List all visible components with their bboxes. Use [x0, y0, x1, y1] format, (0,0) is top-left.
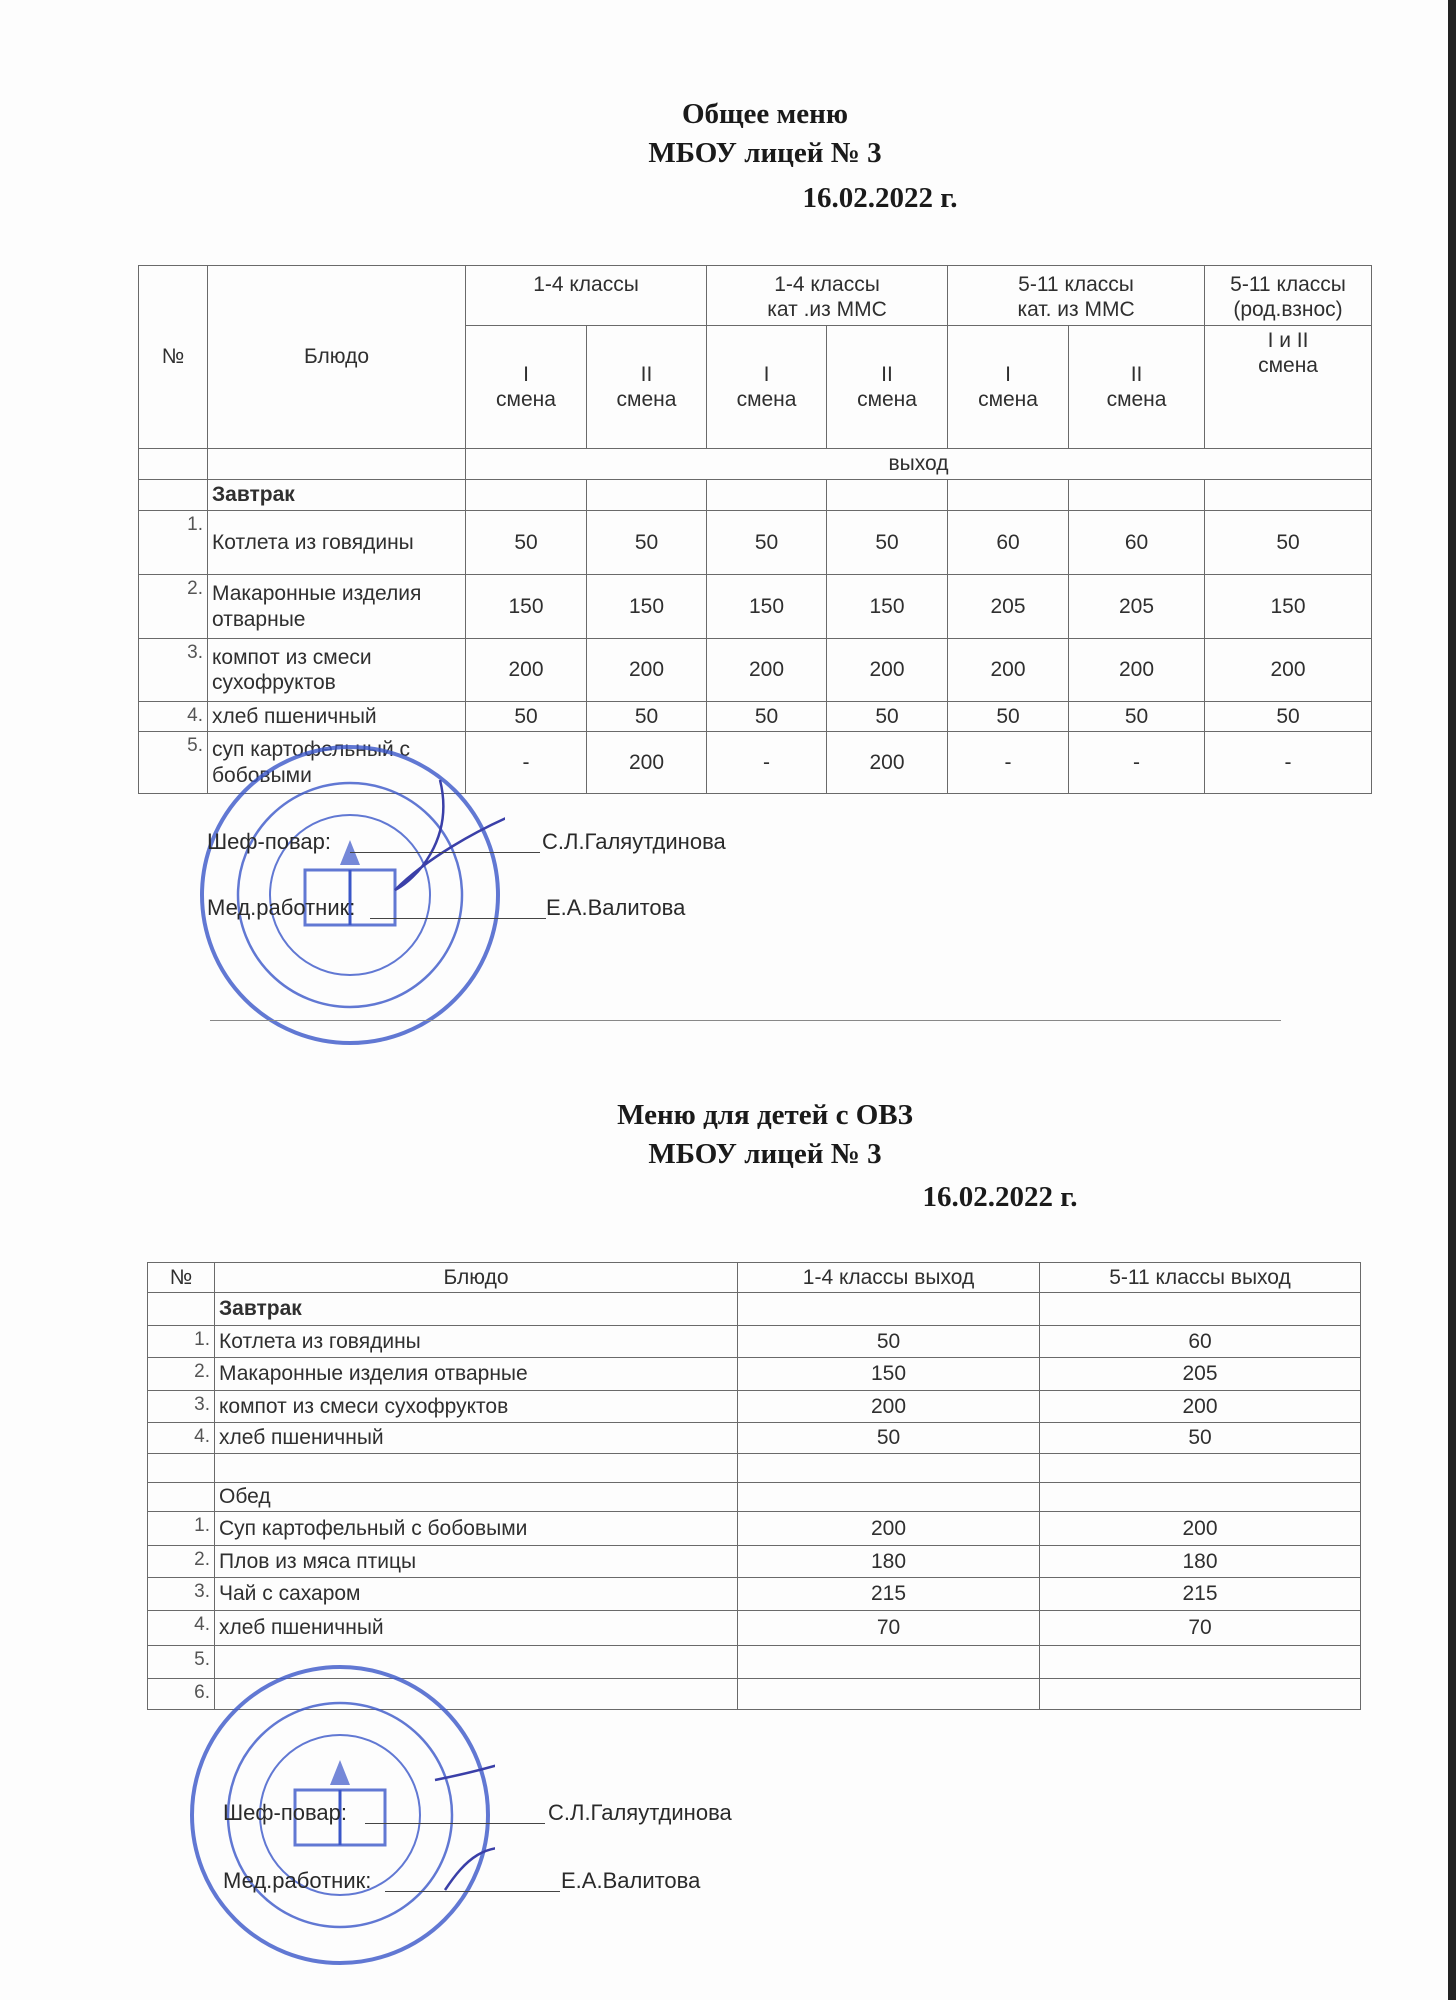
portion-value: 200: [1205, 639, 1372, 702]
chef-signature-line-2: [365, 1823, 545, 1824]
row-number: 3.: [148, 1391, 215, 1423]
empty-cell: [208, 449, 466, 480]
portion-value: 50: [1069, 702, 1205, 732]
portion-value: 50: [827, 511, 948, 575]
menu2-school: МБОУ лицей № 3: [648, 1138, 882, 1170]
portion-value: -: [948, 732, 1069, 794]
row-number: 5.: [148, 1646, 215, 1679]
dish-name: Чай с сахаром: [215, 1578, 738, 1611]
portion-value: 205: [948, 575, 1069, 639]
menu1-date: 16.02.2022 г.: [802, 182, 958, 214]
portion-value: -: [1205, 732, 1372, 794]
dish-name: хлеб пшеничный: [215, 1611, 738, 1646]
portion-1-4: 50: [738, 1326, 1040, 1358]
portion-value: 150: [587, 575, 707, 639]
dish-name: Макаронные изделия отварные: [215, 1358, 738, 1391]
header-shift: I смена: [466, 326, 587, 449]
header-shift: II смена: [827, 326, 948, 449]
chef-signature-line-1: [350, 852, 540, 853]
menu2-date: 16.02.2022 г.: [922, 1181, 1078, 1213]
header-shift: I смена: [707, 326, 827, 449]
portion-value: 60: [948, 511, 1069, 575]
row-number: 2.: [139, 575, 208, 639]
header-shift: I смена: [948, 326, 1069, 449]
dish-name: Котлета из говядины: [215, 1326, 738, 1358]
portion-1-4: 200: [738, 1512, 1040, 1546]
table-row: [148, 1512, 1361, 1546]
portion-1-4: 150: [738, 1358, 1040, 1391]
row-number: [148, 1293, 215, 1326]
dish-name: Котлета из говядины: [208, 511, 466, 575]
portion-value: -: [1069, 732, 1205, 794]
empty-cell: [139, 480, 208, 511]
header-shift: II смена: [587, 326, 707, 449]
portion-value: 60: [1069, 511, 1205, 575]
chef-label-1: Шеф-повар:: [207, 829, 331, 854]
dish-name: компот из смеси сухофруктов: [215, 1391, 738, 1423]
dish-name: [215, 1454, 738, 1483]
portion-5-11: 205: [1040, 1358, 1361, 1391]
portion-value: 50: [827, 702, 948, 732]
portion-value: 50: [466, 702, 587, 732]
empty-cell: [1069, 480, 1205, 511]
menu1-school: МБОУ лицей № 3: [648, 137, 882, 169]
dish-name: Макаронные изделия отварные: [208, 575, 466, 639]
portion-5-11: 60: [1040, 1326, 1361, 1358]
med-name-2: Е.А.Валитова: [561, 1868, 701, 1893]
portion-value: 50: [466, 511, 587, 575]
dish-name: хлеб пшеничный: [215, 1423, 738, 1454]
portion-1-4: [738, 1483, 1040, 1512]
portion-1-4: 200: [738, 1391, 1040, 1423]
table-row: [148, 1454, 1361, 1483]
header-cell: №: [148, 1263, 215, 1293]
portion-value: 200: [827, 732, 948, 794]
dish-name: суп картофельный с бобовыми: [208, 732, 466, 794]
portion-5-11: 215: [1040, 1578, 1361, 1611]
portion-value: 200: [707, 639, 827, 702]
portion-value: 200: [466, 639, 587, 702]
dish-name: хлеб пшеничный: [208, 702, 466, 732]
table-row: [148, 1546, 1361, 1578]
portion-value: 50: [587, 511, 707, 575]
section-row: [139, 480, 1372, 511]
header-cell: Блюдо: [215, 1263, 738, 1293]
menu1-title: Общее меню: [681, 98, 849, 130]
row-number: 1.: [148, 1512, 215, 1546]
row-number: 4.: [148, 1611, 215, 1646]
row-number: [148, 1454, 215, 1483]
header-dish: Блюдо: [208, 266, 466, 449]
dish-name: компот из смеси сухофруктов: [208, 639, 466, 702]
portion-value: 50: [1205, 702, 1372, 732]
section-row: [148, 1483, 1361, 1512]
med-name-1: Е.А.Валитова: [546, 895, 686, 920]
portion-1-4: [738, 1454, 1040, 1483]
portion-value: 50: [948, 702, 1069, 732]
row-number: 3.: [139, 639, 208, 702]
menu2-title: Меню для детей с ОВЗ: [617, 1099, 913, 1131]
portion-5-11: [1040, 1646, 1361, 1679]
portion-value: 200: [827, 639, 948, 702]
portion-value: 200: [587, 732, 707, 794]
section-label: Завтрак: [215, 1293, 738, 1326]
general-menu-table: [138, 265, 1372, 794]
header-group: 1-4 классы кат .из ММС: [707, 266, 948, 326]
portion-5-11: 50: [1040, 1423, 1361, 1454]
header-shift: II смена: [1069, 326, 1205, 449]
table-row: [148, 1326, 1361, 1358]
scan-edge: [1448, 0, 1456, 2000]
header-shift: I и II смена: [1205, 326, 1372, 449]
empty-cell: [466, 480, 587, 511]
portion-value: 150: [466, 575, 587, 639]
header-group: 1-4 классы: [466, 266, 707, 326]
row-number: 5.: [139, 732, 208, 794]
portion-1-4: 70: [738, 1611, 1040, 1646]
header-num: №: [139, 266, 208, 449]
portion-5-11: [1040, 1454, 1361, 1483]
empty-cell: [948, 480, 1069, 511]
portion-5-11: 200: [1040, 1512, 1361, 1546]
chef-label-2: Шеф-повар:: [223, 1800, 347, 1825]
output-row: [139, 449, 1372, 480]
row-number: 4.: [139, 702, 208, 732]
section-divider: [210, 1020, 1281, 1021]
portion-1-4: 180: [738, 1546, 1040, 1578]
chef-name-2: С.Л.Галяутдинова: [548, 1800, 732, 1825]
portion-1-4: 50: [738, 1423, 1040, 1454]
empty-cell: [139, 449, 208, 480]
row-number: 1.: [148, 1326, 215, 1358]
dish-name: Суп картофельный с бобовыми: [215, 1512, 738, 1546]
row-number: [148, 1483, 215, 1512]
empty-cell: [587, 480, 707, 511]
output-label: выход: [466, 449, 1372, 480]
row-number: 6.: [148, 1679, 215, 1710]
portion-value: 150: [1205, 575, 1372, 639]
portion-1-4: [738, 1293, 1040, 1326]
empty-cell: [1205, 480, 1372, 511]
portion-value: 150: [707, 575, 827, 639]
med-signature-line-1: [370, 918, 546, 919]
portion-value: 50: [1205, 511, 1372, 575]
med-signature-line-2: [385, 1891, 560, 1892]
portion-5-11: 200: [1040, 1391, 1361, 1423]
table-row: [139, 639, 1372, 702]
portion-value: 50: [707, 702, 827, 732]
section-row: [148, 1293, 1361, 1326]
portion-value: -: [466, 732, 587, 794]
table-row: [148, 1423, 1361, 1454]
portion-value: 200: [1069, 639, 1205, 702]
row-number: 4.: [148, 1423, 215, 1454]
portion-value: 205: [1069, 575, 1205, 639]
portion-5-11: [1040, 1679, 1361, 1710]
table-row: [148, 1578, 1361, 1611]
portion-value: 50: [587, 702, 707, 732]
med-label-1: Мед.работник:: [207, 895, 356, 920]
chef-name-1: С.Л.Галяутдинова: [542, 829, 726, 854]
header-cell: 5-11 классы выход: [1040, 1263, 1361, 1293]
row-number: 2.: [148, 1546, 215, 1578]
row-number: 2.: [148, 1358, 215, 1391]
portion-5-11: 180: [1040, 1546, 1361, 1578]
empty-cell: [707, 480, 827, 511]
table-row: [139, 575, 1372, 639]
portion-1-4: [738, 1679, 1040, 1710]
table-row: [148, 1358, 1361, 1391]
portion-1-4: [738, 1646, 1040, 1679]
header-group: 5-11 классы (род.взнос): [1205, 266, 1372, 326]
row-number: 3.: [148, 1578, 215, 1611]
portion-1-4: 215: [738, 1578, 1040, 1611]
section-label: Завтрак: [208, 480, 466, 511]
empty-cell: [827, 480, 948, 511]
portion-value: 200: [587, 639, 707, 702]
header-cell: 1-4 классы выход: [738, 1263, 1040, 1293]
section-label: Обед: [215, 1483, 738, 1512]
portion-5-11: [1040, 1293, 1361, 1326]
row-number: 1.: [139, 511, 208, 575]
header-group: 5-11 классы кат. из ММС: [948, 266, 1205, 326]
ovz-menu-table: [147, 1262, 1361, 1710]
portion-value: -: [707, 732, 827, 794]
table-row: [148, 1391, 1361, 1423]
portion-5-11: 70: [1040, 1611, 1361, 1646]
table-row: [148, 1611, 1361, 1646]
table-row: [139, 511, 1372, 575]
portion-value: 50: [707, 511, 827, 575]
dish-name: Плов из мяса птицы: [215, 1546, 738, 1578]
header-row: [148, 1263, 1361, 1293]
table-row: [139, 702, 1372, 732]
portion-value: 200: [948, 639, 1069, 702]
header-row: [139, 266, 1372, 326]
med-label-2: Мед.работник:: [223, 1868, 372, 1893]
portion-5-11: [1040, 1483, 1361, 1512]
portion-value: 150: [827, 575, 948, 639]
